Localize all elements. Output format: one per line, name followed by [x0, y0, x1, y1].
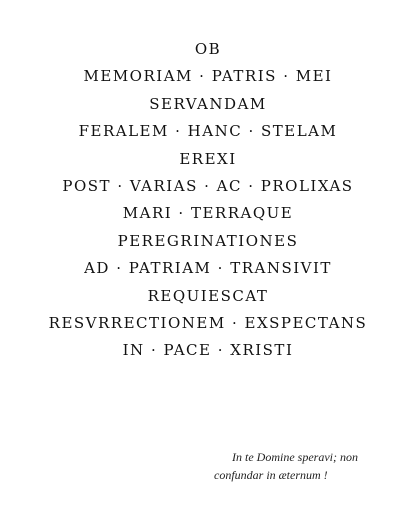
- inscription-line: RESVRRECTIONEM · EXSPECTANS: [48, 313, 368, 332]
- inscription-line: POST · VARIAS · AC · PROLIXAS: [62, 176, 354, 195]
- inscription-line: EREXI: [179, 149, 237, 168]
- inscription-line: MARI · TERRAQUE: [122, 204, 294, 223]
- epigraph-line: In te Domine speravi; non: [232, 450, 358, 464]
- inscription-line: MEMORIAM · PATRIS · MEI: [83, 67, 333, 86]
- inscription-line: OB: [194, 40, 222, 58]
- inscription-line: SERVANDAM: [149, 94, 267, 113]
- inscription-line: FERALEM · HANC · STELAM: [78, 122, 338, 141]
- inscription-line: AD · PATRIAM · TRANSIVIT: [84, 259, 332, 278]
- epigraph-line: confundar in æternum !: [214, 468, 328, 482]
- inscription-line: IN · PACE · XRISTI: [122, 341, 294, 360]
- inscription-line: REQUIESCAT: [147, 286, 269, 305]
- inscription-line: PEREGRINATIONES: [117, 231, 299, 250]
- inscription-block: [0, 36, 416, 365]
- epigraph-quote: [214, 448, 410, 484]
